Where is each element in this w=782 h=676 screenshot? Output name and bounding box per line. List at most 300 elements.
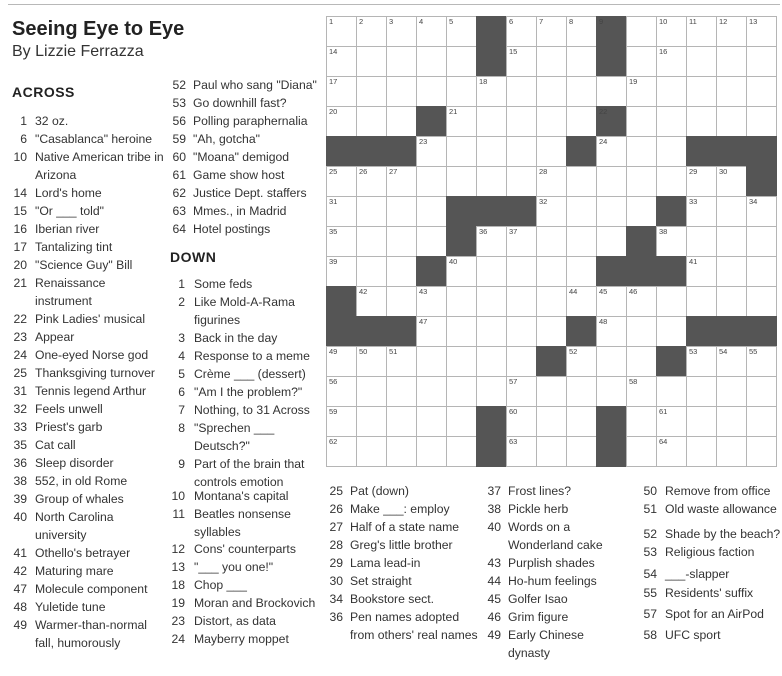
grid-cell[interactable] (686, 436, 717, 467)
grid-cell[interactable] (656, 406, 687, 437)
grid-cell[interactable] (356, 406, 387, 437)
cell-number: 20 (329, 107, 338, 116)
cell-number: 47 (419, 317, 428, 326)
clue-number: 28 (329, 538, 343, 552)
cell-number: 16 (659, 47, 668, 56)
grid-cell[interactable] (626, 136, 657, 167)
grid-cell[interactable] (686, 106, 717, 137)
clue-text: Lord's home (35, 186, 102, 200)
grid-cell[interactable] (416, 16, 447, 47)
grid-cell[interactable] (356, 436, 387, 467)
grid-cell[interactable] (506, 76, 537, 107)
grid-cell[interactable] (596, 286, 627, 317)
grid-block (326, 316, 357, 347)
grid-cell[interactable] (386, 286, 417, 317)
grid-cell[interactable] (536, 226, 567, 257)
grid-cell[interactable] (686, 46, 717, 77)
grid-cell[interactable] (746, 436, 777, 467)
grid-cell[interactable] (356, 286, 387, 317)
clue-number: 5 (178, 367, 185, 381)
grid-cell[interactable] (536, 46, 567, 77)
grid-cell[interactable] (536, 436, 567, 467)
grid-cell[interactable] (476, 76, 507, 107)
grid-cell[interactable] (326, 406, 357, 437)
clue-number: 6 (20, 132, 27, 146)
grid-cell[interactable] (446, 76, 477, 107)
clue-number: 1 (20, 114, 27, 128)
puzzle-title: Seeing Eye to Eye (12, 18, 185, 40)
grid-cell[interactable] (536, 286, 567, 317)
grid-cell[interactable] (506, 16, 537, 47)
grid-cell[interactable] (656, 226, 687, 257)
grid-cell[interactable] (326, 256, 357, 287)
grid-cell[interactable] (596, 166, 627, 197)
clue-number: 58 (643, 628, 657, 642)
grid-cell[interactable] (386, 226, 417, 257)
cell-number: 61 (659, 407, 668, 416)
grid-cell[interactable] (506, 256, 537, 287)
grid-block (506, 196, 537, 227)
grid-cell[interactable] (416, 76, 447, 107)
grid-cell[interactable] (506, 106, 537, 137)
grid-cell[interactable] (446, 406, 477, 437)
grid-cell[interactable] (356, 196, 387, 227)
grid-cell[interactable] (626, 436, 657, 467)
clue-text: Iberian river (35, 222, 100, 236)
grid-cell[interactable] (746, 376, 777, 407)
grid-cell[interactable] (446, 316, 477, 347)
grid-cell[interactable] (746, 46, 777, 77)
grid-cell[interactable] (686, 196, 717, 227)
grid-cell[interactable] (506, 436, 537, 467)
grid-cell[interactable] (566, 436, 597, 467)
clue-text: "Ah, gotcha" (193, 132, 260, 146)
grid-cell[interactable] (686, 166, 717, 197)
grid-cell[interactable] (476, 346, 507, 377)
grid-block (476, 406, 507, 437)
grid-cell[interactable] (746, 76, 777, 107)
grid-cell[interactable] (656, 316, 687, 347)
clue-text: Mayberry moppet (194, 632, 289, 646)
grid-cell[interactable] (416, 46, 447, 77)
grid-cell[interactable] (386, 106, 417, 137)
clue-text: Bookstore sect. (350, 592, 434, 606)
clue-number: 31 (13, 384, 27, 398)
clue-text: Paul who sang "Diana" (193, 78, 317, 92)
grid-cell[interactable] (416, 196, 447, 227)
clue-number: 42 (13, 564, 27, 578)
grid-cell[interactable] (656, 46, 687, 77)
down-heading: DOWN (170, 249, 217, 265)
cell-number: 14 (329, 47, 338, 56)
grid-cell[interactable] (416, 436, 447, 467)
top-divider (8, 4, 780, 5)
cell-number: 41 (689, 257, 698, 266)
grid-cell[interactable] (716, 46, 747, 77)
grid-cell[interactable] (746, 256, 777, 287)
grid-cell[interactable] (416, 286, 447, 317)
grid-cell[interactable] (356, 166, 387, 197)
grid-cell[interactable] (626, 166, 657, 197)
clue-number: 43 (487, 556, 501, 570)
cell-number: 58 (629, 377, 638, 386)
clue-text: "Am I the problem?" (194, 385, 303, 399)
grid-cell[interactable] (626, 346, 657, 377)
grid-cell[interactable] (656, 106, 687, 137)
across-heading: ACROSS (12, 84, 75, 100)
grid-cell[interactable] (356, 256, 387, 287)
grid-cell[interactable] (386, 376, 417, 407)
grid-cell[interactable] (506, 406, 537, 437)
clue-text: "Sprechen ___ Deutsch?" (194, 421, 275, 453)
clue-text: Response to a meme (194, 349, 310, 363)
grid-block (686, 136, 717, 167)
grid-cell[interactable] (386, 436, 417, 467)
grid-cell[interactable] (746, 286, 777, 317)
grid-cell[interactable] (506, 376, 537, 407)
cell-number: 25 (329, 167, 338, 176)
clue-text: North Carolina university (35, 510, 114, 542)
grid-block (746, 316, 777, 347)
grid-cell[interactable] (326, 166, 357, 197)
clue-number: 8 (178, 421, 185, 435)
grid-cell[interactable] (566, 406, 597, 437)
grid-cell[interactable] (506, 226, 537, 257)
clue-number: 50 (643, 484, 657, 498)
clue-text: Pickle herb (508, 502, 569, 516)
clue-number: 15 (13, 204, 27, 218)
grid-cell[interactable] (566, 226, 597, 257)
clue-text: Spot for an AirPod (665, 607, 764, 621)
grid-cell[interactable] (716, 106, 747, 137)
clue-number: 54 (643, 567, 657, 581)
grid-cell[interactable] (446, 376, 477, 407)
clue-text: Early Chinese dynasty (508, 628, 584, 660)
grid-cell[interactable] (716, 16, 747, 47)
grid-cell[interactable] (476, 226, 507, 257)
grid-cell[interactable] (476, 166, 507, 197)
clue-text: Half of a state name (350, 520, 460, 534)
cell-number: 21 (449, 107, 458, 116)
grid-cell[interactable] (356, 346, 387, 377)
grid-cell[interactable] (716, 286, 747, 317)
grid-cell[interactable] (626, 106, 657, 137)
clue-number: 45 (487, 592, 501, 606)
grid-cell[interactable] (326, 346, 357, 377)
grid-cell[interactable] (566, 286, 597, 317)
grid-cell[interactable] (746, 226, 777, 257)
grid-cell[interactable] (536, 166, 567, 197)
grid-cell[interactable] (686, 256, 717, 287)
grid-cell[interactable] (566, 346, 597, 377)
clue-number: 53 (643, 545, 657, 559)
grid-cell[interactable] (326, 226, 357, 257)
grid-cell[interactable] (746, 346, 777, 377)
clue-number: 18 (171, 578, 185, 592)
clue-text: Molecule component (35, 582, 148, 596)
grid-block (386, 316, 417, 347)
clue-text: Make ___: employ (350, 502, 450, 516)
clue-text: UFC sport (665, 628, 721, 642)
grid-cell[interactable] (656, 76, 687, 107)
grid-cell[interactable] (626, 286, 657, 317)
grid-cell[interactable] (356, 106, 387, 137)
grid-cell[interactable] (326, 436, 357, 467)
cell-number: 8 (569, 17, 574, 26)
grid-cell[interactable] (386, 406, 417, 437)
grid-cell[interactable] (536, 76, 567, 107)
clue-text: Pen names adopted from others' real names (350, 610, 478, 642)
grid-cell[interactable] (446, 16, 477, 47)
grid-cell[interactable] (446, 166, 477, 197)
cell-number: 2 (359, 17, 364, 26)
grid-cell[interactable] (446, 46, 477, 77)
clue-number: 56 (172, 114, 186, 128)
grid-cell[interactable] (506, 286, 537, 317)
cell-number: 9 (599, 17, 604, 26)
grid-cell[interactable] (446, 286, 477, 317)
grid-cell[interactable] (416, 346, 447, 377)
grid-cell[interactable] (416, 136, 447, 167)
clue-text: "Casablanca" heroine (35, 132, 153, 146)
cell-number: 3 (389, 17, 394, 26)
grid-cell[interactable] (356, 76, 387, 107)
grid-cell[interactable] (536, 16, 567, 47)
grid-cell[interactable] (716, 346, 747, 377)
cell-number: 17 (329, 77, 338, 86)
clue-text: Nothing, to 31 Across (194, 403, 310, 417)
grid-cell[interactable] (596, 196, 627, 227)
grid-cell[interactable] (506, 166, 537, 197)
grid-cell[interactable] (416, 376, 447, 407)
grid-cell[interactable] (596, 76, 627, 107)
grid-cell[interactable] (326, 376, 357, 407)
grid-cell[interactable] (326, 46, 357, 77)
clue-number: 24 (171, 632, 185, 646)
grid-cell[interactable] (476, 376, 507, 407)
clue-number: 47 (13, 582, 27, 596)
grid-cell[interactable] (596, 346, 627, 377)
grid-cell[interactable] (386, 256, 417, 287)
grid-cell[interactable] (536, 196, 567, 227)
grid-cell[interactable] (446, 346, 477, 377)
clue-text: Chop ___ (194, 578, 247, 592)
grid-cell[interactable] (476, 286, 507, 317)
grid-cell[interactable] (716, 256, 747, 287)
clue-number: 36 (13, 456, 27, 470)
grid-cell[interactable] (356, 376, 387, 407)
grid-cell[interactable] (386, 76, 417, 107)
clue-text: Hotel postings (193, 222, 271, 236)
grid-cell[interactable] (716, 166, 747, 197)
grid-cell[interactable] (356, 226, 387, 257)
grid-cell[interactable] (476, 106, 507, 137)
clue-number: 37 (487, 484, 501, 498)
grid-cell[interactable] (656, 376, 687, 407)
grid-block (446, 226, 477, 257)
grid-cell[interactable] (596, 316, 627, 347)
grid-cell[interactable] (446, 256, 477, 287)
clue-text: Like Mold-A-Rama figurines (194, 295, 295, 327)
grid-cell[interactable] (386, 346, 417, 377)
clue-text: Renaissance instrument (35, 276, 106, 308)
grid-cell[interactable] (386, 46, 417, 77)
grid-cell[interactable] (626, 406, 657, 437)
grid-cell[interactable] (656, 166, 687, 197)
grid-cell[interactable] (536, 376, 567, 407)
cell-number: 52 (569, 347, 578, 356)
puzzle-byline: By Lizzie Ferrazza (12, 43, 144, 60)
cell-number: 31 (329, 197, 338, 206)
grid-cell[interactable] (446, 436, 477, 467)
clue-text: "___ you one!" (194, 560, 274, 574)
cell-number: 23 (419, 137, 428, 146)
clue-number: 10 (13, 150, 27, 164)
grid-cell[interactable] (536, 406, 567, 437)
grid-cell[interactable] (416, 166, 447, 197)
grid-block (656, 196, 687, 227)
clue-number: 55 (643, 586, 657, 600)
grid-cell[interactable] (596, 136, 627, 167)
grid-cell[interactable] (686, 226, 717, 257)
cell-number: 34 (749, 197, 758, 206)
grid-cell[interactable] (686, 16, 717, 47)
clue-text: Ho-hum feelings (508, 574, 597, 588)
grid-cell[interactable] (566, 76, 597, 107)
grid-cell[interactable] (566, 376, 597, 407)
grid-cell[interactable] (506, 316, 537, 347)
clue-text: Mmes., in Madrid (193, 204, 287, 218)
clue-text: Othello's betrayer (35, 546, 131, 560)
grid-cell[interactable] (716, 196, 747, 227)
grid-block (326, 136, 357, 167)
grid-cell[interactable] (566, 16, 597, 47)
grid-block (716, 316, 747, 347)
grid-block (476, 46, 507, 77)
clue-number: 59 (172, 132, 186, 146)
grid-cell[interactable] (536, 316, 567, 347)
cell-number: 40 (449, 257, 458, 266)
clue-text: Greg's little brother (350, 538, 453, 552)
grid-cell[interactable] (446, 106, 477, 137)
grid-cell[interactable] (386, 16, 417, 47)
clue-text: "Or ___ told" (35, 204, 104, 218)
cell-number: 44 (569, 287, 578, 296)
cell-number: 27 (389, 167, 398, 176)
grid-cell[interactable] (716, 406, 747, 437)
grid-cell[interactable] (656, 16, 687, 47)
cell-number: 11 (689, 17, 697, 26)
clue-number: 49 (487, 628, 501, 642)
clue-number: 27 (329, 520, 343, 534)
clue-number: 62 (172, 186, 186, 200)
cell-number: 51 (389, 347, 398, 356)
grid-block (716, 136, 747, 167)
grid-cell[interactable] (476, 256, 507, 287)
grid-cell[interactable] (656, 286, 687, 317)
cell-number: 37 (509, 227, 518, 236)
grid-block (626, 256, 657, 287)
grid-cell[interactable] (686, 346, 717, 377)
grid-cell[interactable] (446, 136, 477, 167)
grid-cell[interactable] (626, 46, 657, 77)
grid-cell[interactable] (686, 376, 717, 407)
clue-text: Old waste allowance (665, 502, 777, 516)
grid-cell[interactable] (536, 136, 567, 167)
grid-cell[interactable] (596, 226, 627, 257)
grid-cell[interactable] (626, 76, 657, 107)
grid-cell[interactable] (566, 256, 597, 287)
grid-cell[interactable] (716, 436, 747, 467)
grid-cell[interactable] (416, 406, 447, 437)
grid-cell[interactable] (476, 136, 507, 167)
grid-cell[interactable] (626, 196, 657, 227)
clue-text: Go downhill fast? (193, 96, 287, 110)
grid-cell[interactable] (746, 16, 777, 47)
grid-cell[interactable] (416, 226, 447, 257)
clue-text: Lama lead-in (350, 556, 421, 570)
grid-cell[interactable] (656, 136, 687, 167)
grid-cell[interactable] (746, 196, 777, 227)
grid-cell[interactable] (626, 316, 657, 347)
grid-cell[interactable] (566, 46, 597, 77)
grid-cell[interactable] (476, 316, 507, 347)
clue-text: Priest's garb (35, 420, 103, 434)
clue-number: 60 (172, 150, 186, 164)
grid-cell[interactable] (566, 196, 597, 227)
grid-cell[interactable] (326, 196, 357, 227)
grid-cell[interactable] (716, 376, 747, 407)
grid-cell[interactable] (566, 166, 597, 197)
clue-number: 10 (171, 489, 185, 503)
grid-cell[interactable] (506, 346, 537, 377)
grid-cell[interactable] (746, 406, 777, 437)
grid-cell[interactable] (356, 46, 387, 77)
grid-cell[interactable] (356, 16, 387, 47)
grid-cell[interactable] (686, 286, 717, 317)
grid-cell[interactable] (626, 16, 657, 47)
grid-cell[interactable] (506, 136, 537, 167)
grid-cell[interactable] (536, 106, 567, 137)
grid-cell[interactable] (746, 106, 777, 137)
cell-number: 6 (509, 17, 514, 26)
grid-cell[interactable] (326, 16, 357, 47)
grid-cell[interactable] (686, 76, 717, 107)
grid-cell[interactable] (716, 76, 747, 107)
grid-cell[interactable] (386, 196, 417, 227)
cell-number: 1 (329, 17, 334, 26)
grid-cell[interactable] (566, 106, 597, 137)
grid-cell[interactable] (326, 76, 357, 107)
grid-cell[interactable] (716, 226, 747, 257)
cell-number: 26 (359, 167, 368, 176)
clue-number: 21 (13, 276, 27, 290)
clue-text: ___-slapper (665, 567, 730, 581)
grid-cell[interactable] (506, 46, 537, 77)
grid-cell[interactable] (536, 256, 567, 287)
grid-cell[interactable] (656, 436, 687, 467)
clue-text: Cat call (35, 438, 76, 452)
grid-cell[interactable] (386, 166, 417, 197)
grid-cell[interactable] (596, 376, 627, 407)
grid-cell[interactable] (416, 316, 447, 347)
clue-text: Thanksgiving turnover (35, 366, 155, 380)
grid-cell[interactable] (326, 106, 357, 137)
grid-cell[interactable] (626, 376, 657, 407)
clue-number: 20 (13, 258, 27, 272)
clue-number: 57 (643, 607, 657, 621)
grid-cell[interactable] (686, 406, 717, 437)
